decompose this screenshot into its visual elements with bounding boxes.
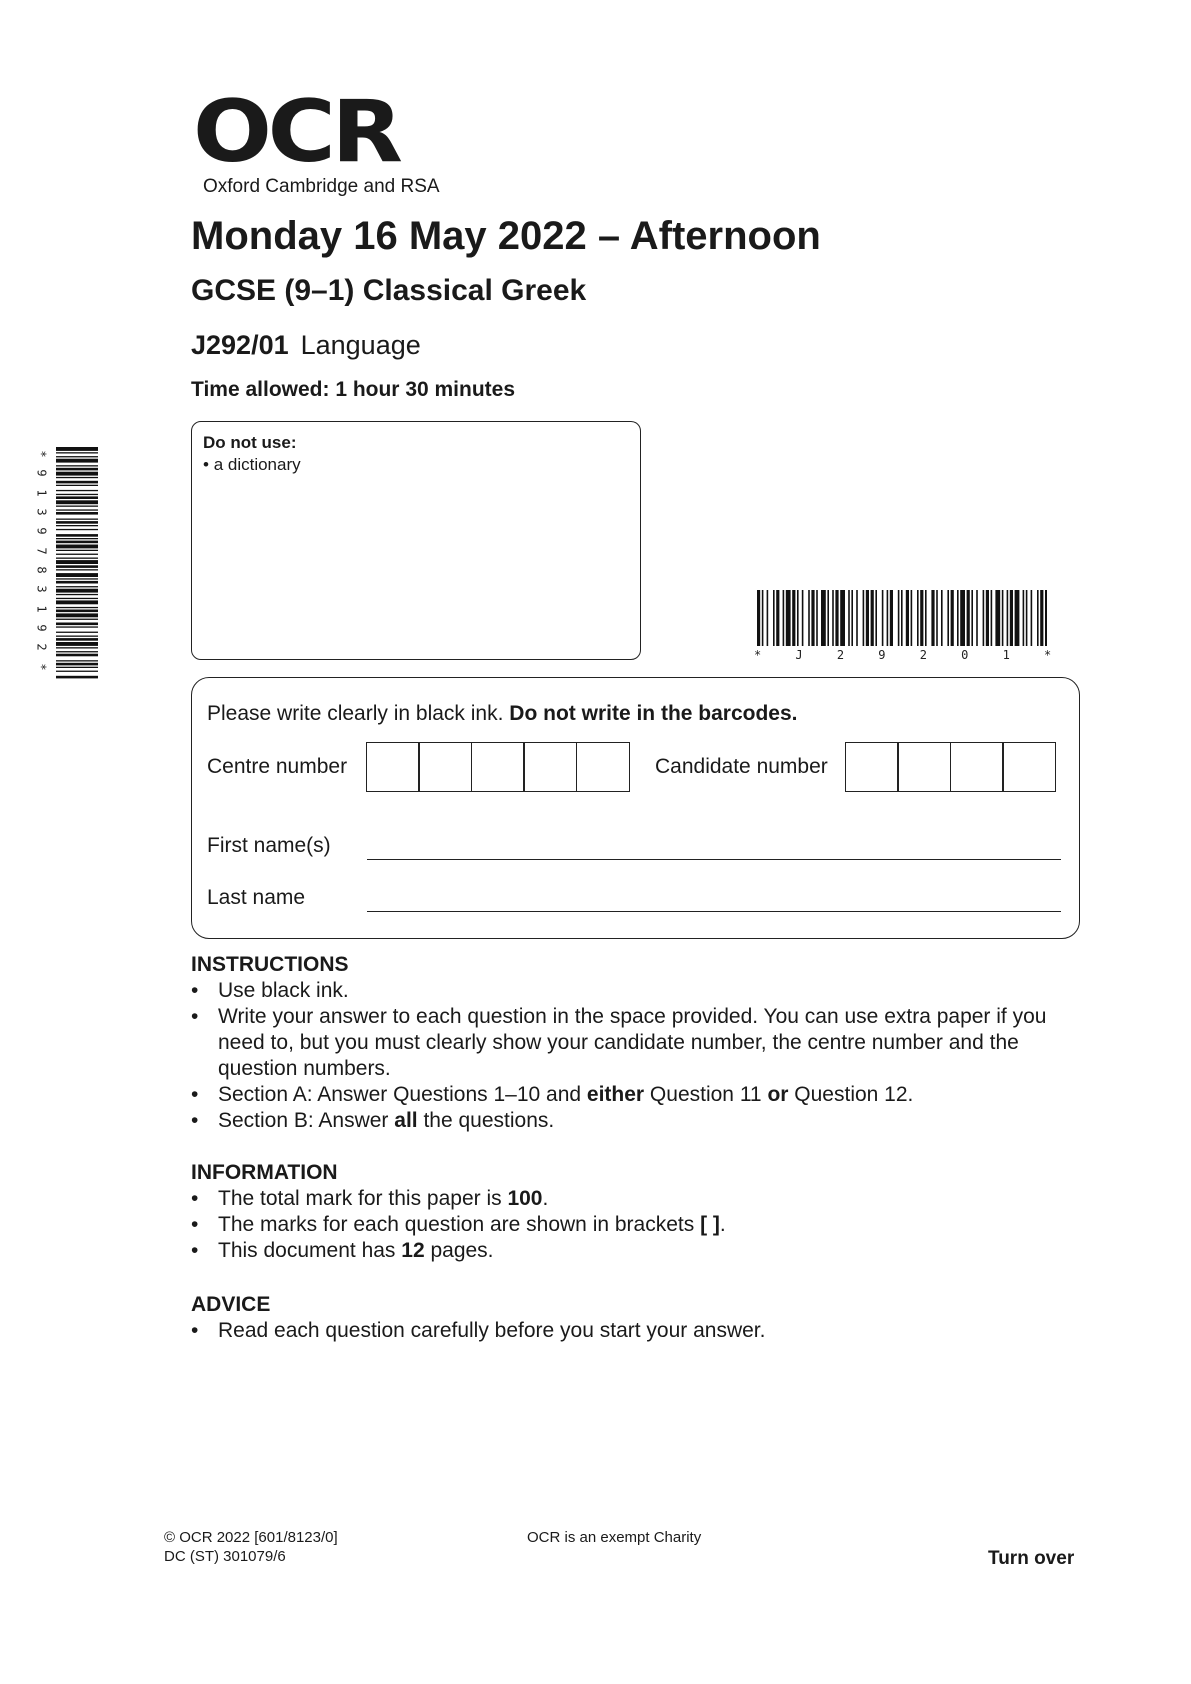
barcode-digit: 8	[34, 566, 49, 574]
barcode-bar	[863, 590, 865, 646]
do-not-use-title: Do not use:	[203, 433, 297, 452]
instruction-item	[191, 1082, 1098, 1108]
information-item	[191, 1212, 1098, 1238]
barcode-digit: 1	[1002, 648, 1010, 662]
barcode-digit: 1	[34, 489, 49, 497]
barcode-bar	[56, 638, 98, 641]
information-item	[191, 1238, 1098, 1264]
advice-item	[191, 1318, 1098, 1344]
barcode-bar	[991, 590, 993, 646]
barcode-bar	[56, 494, 98, 495]
copyright: © OCR 2022 [601/8123/0]	[164, 1529, 338, 1546]
barcode-bar	[56, 663, 98, 666]
information-text: The total mark for this paper is	[218, 1187, 508, 1210]
barcode-bar	[56, 632, 98, 633]
barcode-bar	[967, 590, 970, 646]
barcode-digit: 9	[34, 624, 49, 632]
charity-notice: OCR is an exempt Charity	[527, 1529, 702, 1546]
barcode-digit: 9	[34, 469, 49, 477]
barcode-digit: *	[34, 450, 49, 458]
barcode-digit: 3	[34, 585, 49, 593]
barcode-bar	[56, 581, 98, 584]
information-text: .	[542, 1187, 549, 1210]
exam-title: GCSE (9–1) Classical Greek	[191, 274, 587, 307]
barcode-bar	[56, 565, 98, 568]
information-text: .	[719, 1213, 726, 1236]
barcode-bar	[56, 654, 98, 657]
barcode-bar	[827, 590, 829, 646]
footer-left	[164, 1528, 338, 1566]
barcode-bar	[56, 459, 98, 463]
advice-list	[191, 1318, 1098, 1344]
barcode-bar	[920, 590, 923, 646]
barcode-bar	[762, 590, 764, 646]
barcode-bar	[786, 590, 791, 646]
barcode-bar	[848, 590, 850, 646]
advice-text: Read each question carefully before you start your answer.	[218, 1319, 766, 1342]
barcode-bar	[951, 590, 954, 646]
instruction-text: Question 12.	[788, 1083, 914, 1106]
barcode-bar	[56, 626, 98, 627]
barcode-bar	[56, 456, 98, 457]
first-name-field[interactable]	[367, 859, 1061, 860]
candidate-number-field[interactable]	[846, 742, 1056, 792]
barcode-bar	[941, 590, 943, 646]
barcode-bar	[56, 500, 98, 504]
barcode-bar	[56, 613, 98, 617]
information-emphasis: 100	[507, 1187, 543, 1210]
candidate-number-cell[interactable]	[950, 742, 1004, 792]
instruction-bold: Do not write in the barcodes.	[509, 702, 798, 725]
barcode-bar	[56, 560, 98, 564]
barcode-bar	[898, 590, 900, 646]
last-name-label: Last name	[207, 886, 306, 909]
barcode-digit: J	[795, 648, 803, 662]
barcode-bar	[56, 598, 98, 599]
barcode-bar	[995, 590, 1000, 646]
instructions-heading: INSTRUCTIONS	[191, 953, 349, 976]
centre-number-cell[interactable]	[366, 742, 420, 792]
barcode-bar	[56, 477, 98, 478]
candidate-instruction	[207, 702, 798, 726]
barcode-bar	[56, 554, 98, 555]
barcode-digit: 2	[34, 643, 49, 651]
barcode-bar	[56, 521, 98, 524]
barcode-bar	[56, 490, 98, 491]
information-item	[191, 1186, 1098, 1212]
barcode-bar	[56, 506, 98, 507]
barcode-bar	[56, 607, 98, 608]
barcode-bar	[56, 676, 98, 679]
paper-barcode	[757, 590, 1047, 646]
barcode-bar	[767, 590, 769, 646]
barcode-bar	[56, 671, 98, 672]
barcode-bar	[773, 590, 775, 646]
barcode-bar	[56, 642, 98, 646]
information-text: This document has	[218, 1239, 402, 1262]
barcode-bar	[957, 590, 959, 646]
barcode-bar	[56, 610, 98, 613]
information-heading: INFORMATION	[191, 1161, 338, 1184]
barcode-digit: 7	[34, 547, 49, 555]
information-emphasis: [ ]	[700, 1213, 720, 1236]
paper-barcode-digits	[754, 648, 1052, 662]
information-section	[191, 1160, 1098, 1264]
barcode-bar	[56, 545, 98, 549]
instruction-emphasis: either	[586, 1083, 645, 1106]
advice-heading: ADVICE	[191, 1293, 271, 1316]
logo-subtitle: Oxford Cambridge and RSA	[203, 176, 440, 197]
instructions-list	[191, 978, 1098, 1134]
barcode-bar	[56, 636, 98, 637]
barcode-bar	[56, 619, 98, 620]
barcode-bar	[56, 509, 98, 510]
do-not-use-box	[191, 421, 641, 660]
paper-name: Language	[300, 330, 421, 360]
barcode-bar	[56, 667, 98, 668]
barcode-bar	[887, 590, 889, 646]
barcode-bar	[901, 590, 903, 646]
instruction-text: Question 11	[644, 1083, 768, 1106]
instruction-item	[191, 978, 1098, 1004]
barcode-bar	[866, 590, 869, 646]
barcode-bar	[1010, 590, 1013, 646]
centre-number-cell[interactable]	[471, 742, 525, 792]
information-emphasis: 12	[401, 1239, 425, 1262]
barcode-bar	[56, 452, 98, 453]
barcode-bar	[986, 590, 989, 646]
barcode-bar	[776, 590, 779, 646]
ocr-logo: OCR	[193, 82, 399, 182]
barcode-bar	[1007, 590, 1009, 646]
barcode-bar	[56, 534, 98, 537]
paper-code: J292/01	[191, 330, 289, 360]
barcode-bar	[56, 447, 98, 451]
barcode-digit: *	[1044, 648, 1052, 662]
barcode-bar	[56, 647, 98, 648]
barcode-bar	[56, 529, 98, 530]
barcode-bar	[832, 590, 834, 646]
barcode-digit: 2	[919, 648, 927, 662]
barcode-bar	[840, 590, 845, 646]
barcode-bar	[56, 600, 98, 604]
barcode-bar	[1002, 590, 1004, 646]
barcode-bar	[851, 590, 853, 646]
centre-number-label: Centre number	[207, 755, 348, 778]
barcode-digit: 9	[878, 648, 886, 662]
barcode-bar	[56, 589, 98, 593]
barcode-bar	[56, 594, 98, 595]
do-not-use-item: • a dictionary	[203, 455, 301, 474]
barcode-bar	[882, 590, 884, 646]
barcode-bar	[802, 590, 804, 646]
information-text: The marks for each question are shown in brackets	[218, 1213, 701, 1236]
barcode-digit: *	[754, 648, 762, 662]
barcode-bar	[56, 573, 98, 577]
barcode-bar	[875, 590, 877, 646]
centre-number-field[interactable]	[367, 742, 630, 792]
barcode-bar	[56, 578, 98, 579]
barcode-bar	[56, 519, 98, 520]
barcode-bar	[1037, 590, 1039, 646]
barcode-bar	[56, 525, 98, 526]
do-not-use-item-text: a dictionary	[213, 455, 301, 474]
barcode-bar	[56, 485, 98, 486]
barcode-bar	[1015, 590, 1020, 646]
barcode-bar	[1031, 590, 1033, 646]
last-name-field[interactable]	[367, 911, 1061, 912]
barcode-bar	[911, 590, 913, 646]
barcode-bar	[797, 590, 799, 646]
information-text: pages.	[424, 1239, 494, 1262]
barcode-bar	[947, 590, 949, 646]
candidate-number-cell[interactable]	[845, 742, 899, 792]
barcode-bar	[56, 472, 98, 476]
barcode-bar	[856, 590, 858, 646]
barcode-bar	[792, 590, 795, 646]
instruction-emphasis: or	[767, 1083, 789, 1106]
instruction-emphasis: all	[394, 1109, 418, 1132]
barcode-bar	[890, 590, 893, 646]
instructions-section	[191, 952, 1098, 1134]
barcode-bar	[925, 590, 927, 646]
barcode-bar	[56, 651, 98, 652]
barcode-bar	[1040, 590, 1043, 646]
time-allowed: Time allowed: 1 hour 30 minutes	[191, 378, 516, 401]
barcode-bar	[971, 590, 973, 646]
exam-date: Monday 16 May 2022 – Afternoon	[191, 214, 821, 258]
barcode-bar	[757, 590, 760, 646]
instruction-item	[191, 1004, 1098, 1082]
turn-over: Turn over	[988, 1548, 1075, 1569]
barcode-bar	[917, 590, 919, 646]
advice-section	[191, 1292, 1098, 1344]
barcode-bar	[56, 558, 98, 559]
instruction-item	[191, 1108, 1098, 1134]
barcode-bar	[56, 623, 98, 626]
first-name-label: First name(s)	[207, 834, 331, 857]
paper-line	[191, 330, 421, 361]
instruction-text: Section B: Answer	[218, 1109, 395, 1132]
centre-number-cell[interactable]	[418, 742, 472, 792]
barcode-bar	[56, 512, 98, 515]
barcode-bar	[56, 550, 98, 551]
barcode-bar	[56, 586, 98, 587]
instruction-plain: Please write clearly in black ink.	[207, 702, 510, 725]
candidate-number-label: Candidate number	[655, 755, 828, 778]
instruction-text: Section A: Answer Questions 1–10 and	[218, 1083, 587, 1106]
information-list	[191, 1186, 1098, 1264]
barcode-bar	[1026, 590, 1028, 646]
document-reference: DC (ST) 301079/6	[164, 1548, 286, 1565]
barcode-bar	[835, 590, 838, 646]
barcode-bar	[983, 590, 985, 646]
barcode-bar	[811, 590, 814, 646]
barcode-bar	[56, 465, 98, 466]
barcode-bar	[816, 590, 818, 646]
barcode-digit: 2	[836, 648, 845, 662]
barcode-bar	[906, 590, 909, 646]
barcode-digit: 1	[34, 605, 49, 613]
side-barcode-digits	[34, 447, 52, 679]
candidate-number-cell[interactable]	[1002, 742, 1056, 792]
barcode-digit: *	[34, 663, 49, 671]
barcode-bar	[56, 481, 98, 484]
barcode-bar	[821, 590, 826, 646]
barcode-bar	[808, 590, 810, 646]
barcode-bar	[931, 590, 934, 646]
barcode-bar	[56, 538, 98, 539]
barcode-bar	[56, 496, 98, 499]
instruction-text: the questions.	[417, 1109, 555, 1132]
barcode-bar	[56, 660, 98, 661]
barcode-bar	[56, 468, 98, 471]
barcode-bar	[1045, 590, 1047, 646]
barcode-bar	[871, 590, 874, 646]
barcode-bar	[960, 590, 965, 646]
barcode-bar	[976, 590, 978, 646]
barcode-bar	[783, 590, 785, 646]
instruction-text: Use black ink.	[218, 979, 349, 1002]
centre-number-cell[interactable]	[523, 742, 577, 792]
barcode-digit: 9	[34, 527, 49, 535]
barcode-bar	[1023, 590, 1025, 646]
centre-number-cell[interactable]	[576, 742, 630, 792]
barcode-bar	[56, 569, 98, 570]
barcode-digit: 0	[961, 648, 969, 662]
barcode-bar	[56, 541, 98, 544]
candidate-number-cell[interactable]	[897, 742, 951, 792]
instruction-text: Write your answer to each question in the space provided. You can use extra paper if you need to, but you must clearly show your candidate number, the centre number and the question numbers.	[218, 1005, 1047, 1080]
barcode-digit: 3	[34, 508, 49, 516]
barcode-bar	[936, 590, 938, 646]
